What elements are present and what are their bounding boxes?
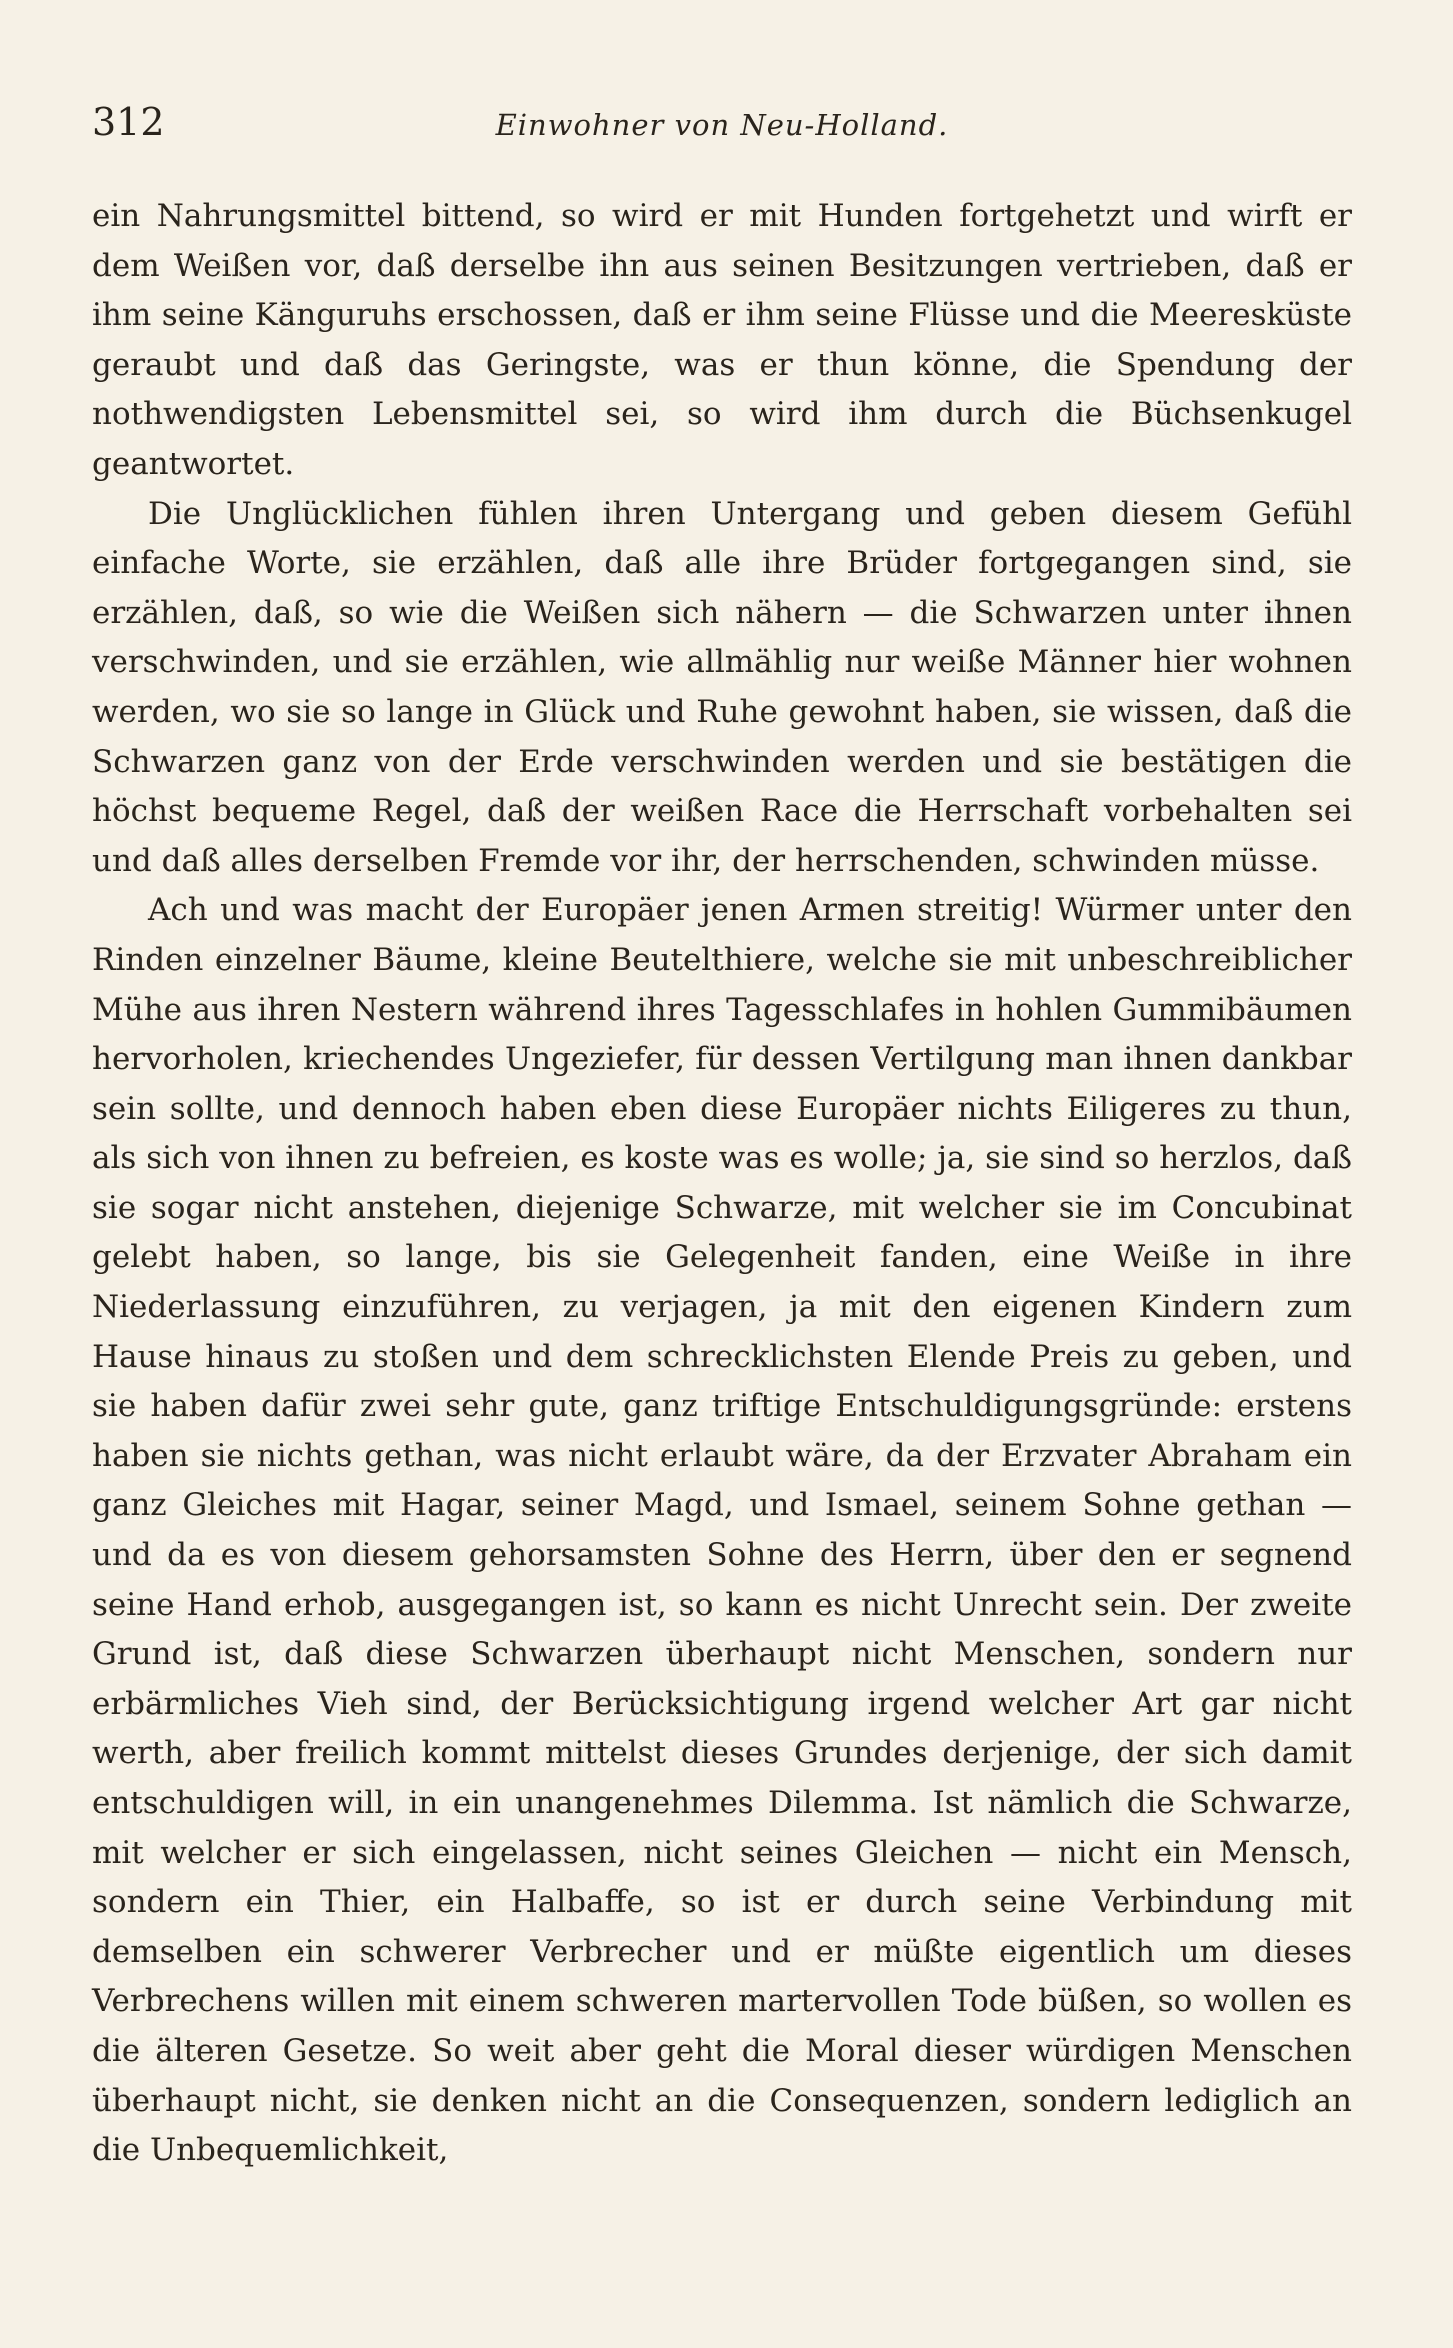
paragraph-2: Die Unglücklichen fühlen ihren Untergang und geben diesem Gefühl einfache Worte, sie erzählen, daß alle ihre Brüder fortgegangen sind, sie erzählen, daß, so wie die Weißen sich nähern — die Schwarzen unter ihnen verschwinden, und sie erzählen, wie allmählig nur weiße Männer hier wohnen werden, wo sie so lange in Glück und Ruhe gewohnt haben, sie wissen, daß die Schwarzen ganz von der Erde verschwinden werden und sie bestätigen die höchst bequeme Regel, daß der weißen Race die Herrschaft vorbehalten sei und daß alles derselben Fremde vor ihr, der herrschenden, schwinden müsse. — [92, 495, 1352, 879]
paragraph-1: ein Nahrungsmittel bittend, so wird er mit Hunden fortgehetzt und wirft er dem Weißen vor, daß derselbe ihn aus seinen Besitzungen vertrieben, daß er ihm seine Känguruhs erschossen, daß er ihm seine Flüsse und die Meeresküste geraubt und daß das Geringste, was er thun könne, die Spendung der nothwendigsten Lebensmittel sei, so wird ihm durch die Büchsenkugel geantwortet. — [92, 198, 1352, 482]
paragraph-3: Ach und was macht der Europäer jenen Armen streitig! Würmer unter den Rinden einzelner Bäume, kleine Beutelthiere, welche sie mit unbeschreiblicher Mühe aus ihren Nestern während ihres Tagesschlafes in hohlen Gummibäumen hervorholen, kriechendes Ungeziefer, für dessen Vertilgung man ihnen dankbar sein sollte, und dennoch haben eben diese Europäer nichts Eiligeres zu thun, als sich von ihnen zu befreien, es koste was es wolle; ja, sie sind so herzlos, daß sie sogar nicht anstehen, diejenige Schwarze, mit welcher sie im Concubinat gelebt haben, so lange, bis sie Gelegenheit fanden, eine Weiße in ihre Niederlassung einzuführen, zu verjagen, ja mit den eigenen Kindern zum Hause hinaus zu stoßen und dem schrecklichsten Elende Preis zu geben, und sie haben dafür zwei sehr gute, ganz triftige Entschuldigungsgründe: erstens haben sie nichts gethan, was nicht erlaubt wäre, da der Erzvater Abraham ein ganz Gleiches mit Hagar, seiner Magd, und Ismael, seinem Sohne gethan — und da es von diesem gehorsamsten Sohne des Herrn, über den er segnend seine Hand erhob, ausgegangen ist, so kann es nicht Unrecht sein. Der zweite Grund ist, daß diese Schwarzen überhaupt nicht Menschen, sondern nur erbärmliches Vieh sind, der Berücksichtigung irgend welcher Art gar nicht werth, aber freilich kommt mittelst dieses Grundes derjenige, der sich damit entschuldigen will, in ein unangenehmes Dilemma. Ist nämlich die Schwarze, mit welcher er sich eingelassen, nicht seines Gleichen — nicht ein Mensch, sondern ein Thier, ein Halbaffe, so ist er durch seine Verbindung mit demselben ein schwerer Verbrecher und er müßte eigentlich um dieses Verbrechens willen mit einem schweren martervollen Tode büßen, so wollen es die älteren Gesetze. So weit aber geht die Moral dieser würdigen Menschen überhaupt nicht, sie denken nicht an die Consequenzen, sondern lediglich an die Unbequemlichkeit, — [92, 892, 1352, 2169]
running-head: Einwohner von Neu-Holland. — [495, 108, 949, 142]
book-page — [92, 100, 1352, 2176]
page-header — [92, 100, 1352, 170]
body-text — [92, 192, 1352, 2176]
page-number: 312 — [92, 100, 165, 144]
